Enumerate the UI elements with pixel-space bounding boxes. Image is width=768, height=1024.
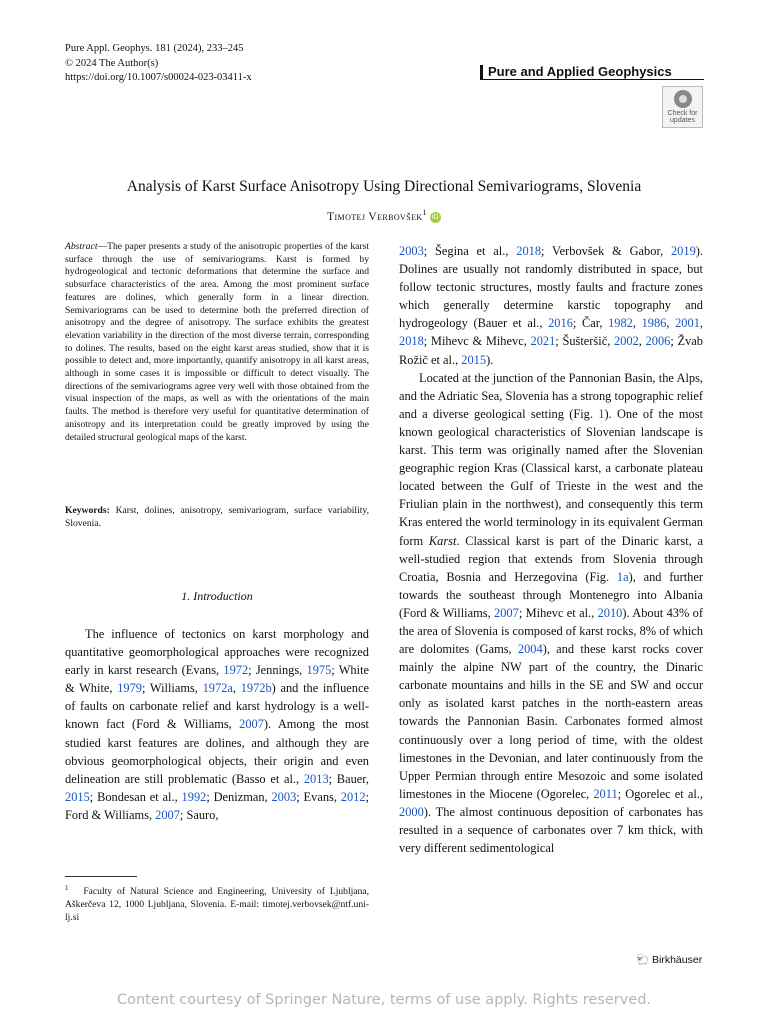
citation-link[interactable]: 2002 bbox=[614, 334, 639, 349]
text-run: ; Mihevc et al., bbox=[518, 605, 598, 620]
citation-link[interactable]: 2012 bbox=[340, 789, 366, 804]
check-updates-icon bbox=[674, 90, 692, 108]
copyright: © 2024 The Author(s) bbox=[65, 57, 159, 69]
text-run: ; Sauro, bbox=[179, 807, 219, 822]
citation-link[interactable]: 2007 bbox=[239, 717, 264, 732]
citation-link[interactable]: 2006 bbox=[645, 334, 671, 349]
text-run: ). Dolines are usually not randomly distributed in space, but follow tectonic structures, mostly faults and fracture zones which generally determine karstic topography and hydrogeology (Bauer et al., bbox=[399, 244, 703, 331]
slovenia-paragraph bbox=[399, 369, 703, 858]
text-run: , bbox=[666, 316, 676, 331]
keywords-label: Keywords: bbox=[65, 505, 110, 516]
citation-link[interactable]: 1986 bbox=[641, 316, 667, 331]
citation-link[interactable]: 2018 bbox=[399, 334, 424, 349]
citation-link[interactable]: 1972 bbox=[223, 663, 249, 678]
orcid-icon[interactable]: iD bbox=[431, 213, 440, 221]
text-run: ). bbox=[486, 352, 494, 367]
citation-link[interactable]: 2011 bbox=[593, 786, 618, 801]
text-run: ). The almost continuous deposition of carbonates has resulted in a sequence of carbonates over 7 km thick, with very different sedimentological bbox=[399, 804, 703, 856]
text-run: ). One of the most known geological characteristics of Slovenian landscape is karst. This term was originally named after the Slovenian geographic region Kras (Classical karst, a carbonate plateau located between the Gulf of Trieste in the west and the Friulian plain in the northwest), and consequently this term Kras entered the world terminology in its equivalent German form bbox=[399, 406, 703, 548]
footnote bbox=[65, 882, 369, 924]
text-run: , bbox=[638, 334, 646, 349]
citation-link[interactable]: 1975 bbox=[306, 663, 332, 678]
citation-link[interactable]: 2004 bbox=[517, 642, 543, 657]
text-run: ). About 43% of the area of Slovenia is composed of karst rocks, 8% of which are dolomites (Gams, bbox=[399, 605, 703, 657]
citation-block bbox=[65, 42, 252, 86]
citation-link[interactable]: 2019 bbox=[670, 244, 696, 258]
citation-link[interactable]: 2015 bbox=[461, 352, 487, 367]
text-run: ; Jennings, bbox=[248, 663, 307, 678]
right-column bbox=[399, 242, 703, 857]
text-run: , bbox=[632, 316, 642, 331]
text-run: ; Šušteršič, bbox=[555, 334, 614, 349]
continued-paragraph bbox=[399, 242, 703, 369]
doi-link[interactable]: https://doi.org/10.1007/s00024-023-03411-x bbox=[65, 72, 252, 83]
text-run: ), and further towards the southeast through Montenegro into Albania (Ford & Williams, bbox=[399, 569, 703, 620]
citation-link[interactable]: 1a bbox=[616, 569, 629, 584]
abstract-text: —The paper presents a study of the anisotropic properties of the karst surface through the use of semivariograms. Karst is formed by hydrogeological and tectonic deformations that determine the surface and subsurface characteristics of the area. Among the most prominent surface features are dolines, which generally form in a linear direction. Semivariograms can be used to determine both the preferred direction of anisotropy and the degree of anisotropy. The surface exhibits the greatest elevation variability in the direction of the most diverse terrain, corresponding to dolines. The results, based on the eight karst areas studied, show that it is possible to detect and, more importantly, quantify anisotropy in all karst areas, although in some cases it is impossible or difficult to detect visually. The directions of the semivariograms agree very well with those obtained from the visual inspection of the maps, as well as with the orientations of the main faults. The method is therefore very useful for quantitative determination of anisotropy and its interpretation could be greatly improved by using the detailed structural geological maps of the karst. bbox=[65, 241, 369, 443]
text-run: ; Bondesan et al., bbox=[89, 789, 182, 804]
author-affiliation-mark: 1 bbox=[422, 208, 427, 217]
citation-link[interactable]: 2010 bbox=[597, 605, 623, 620]
author-name[interactable]: Timotej Verbovšek bbox=[327, 210, 423, 223]
text-run: ; Mihevc & Mihevc, bbox=[423, 334, 531, 349]
publisher-name: Birkhäuser bbox=[652, 954, 703, 966]
abstract-label: Abstract bbox=[65, 241, 98, 252]
text-run: ; Ogorelec et al., bbox=[617, 786, 703, 801]
text-run: ; Bauer, bbox=[328, 771, 369, 786]
citation-link[interactable]: 2003 bbox=[271, 789, 297, 804]
text-run: ; Šegina et al., bbox=[423, 244, 517, 258]
text-run: ; Ford & Williams, bbox=[65, 789, 370, 822]
abstract bbox=[65, 241, 369, 444]
journal-name: Pure and Applied Geophysics bbox=[480, 65, 704, 80]
text-run: , bbox=[699, 316, 703, 331]
citation-link[interactable]: 1 bbox=[598, 406, 605, 421]
check-updates-label: Check for updates bbox=[667, 110, 698, 124]
text-run: The influence of tectonics on karst morphology and quantitative geomorphological approaches were recognized early in karst research (Evans, bbox=[65, 627, 369, 678]
check-for-updates-badge[interactable] bbox=[662, 86, 703, 128]
left-column bbox=[65, 625, 369, 824]
citation-link[interactable]: 2021 bbox=[530, 334, 556, 349]
keywords-text: Karst, dolines, anisotropy, semivariogram, surface variability, Slovenia. bbox=[65, 505, 369, 529]
citation-link[interactable]: 2018 bbox=[516, 244, 542, 258]
text-run: ; Williams, bbox=[141, 681, 203, 696]
section-heading: 1. Introduction bbox=[181, 589, 253, 603]
citation-link[interactable]: 1972a bbox=[202, 681, 233, 696]
citation-link[interactable]: 2001 bbox=[675, 316, 700, 331]
author-line bbox=[0, 208, 768, 223]
citation-link[interactable]: 2013 bbox=[303, 771, 329, 786]
citation-link[interactable]: 1992 bbox=[181, 789, 207, 804]
text-run: Located at the junction of the Pannonian Basin, the Alps, and the Adriatic Sea, Slovenia has a strong topographic relief and a diverse geological setting (Fig. bbox=[399, 370, 703, 421]
text-run: ; Denizman, bbox=[206, 789, 272, 804]
citation-link[interactable]: 2007 bbox=[155, 807, 180, 822]
text-run: , bbox=[232, 681, 241, 696]
citation-link[interactable]: 2015 bbox=[65, 789, 90, 804]
text-run: ; White & White, bbox=[65, 663, 370, 696]
text-run: ) and the influence of faults on carbonate relief and karst hydrology is a well-known fact (Ford & Williams, bbox=[65, 681, 370, 732]
citation-link[interactable]: 2003 bbox=[399, 244, 424, 258]
footnote-rule bbox=[65, 876, 137, 877]
footnote-text: Faculty of Natural Science and Engineering, University of Ljubljana, Aškerčeva 12, 1000 Ljubljana, Slovenia. E-mail: timotej.verbovsek@ntf.uni-lj.si bbox=[65, 886, 369, 924]
publisher-icon: 🐑 bbox=[636, 954, 650, 966]
citation-link[interactable]: 2000 bbox=[399, 804, 424, 819]
publisher-logo bbox=[636, 953, 702, 966]
citation: Pure Appl. Geophys. 181 (2024), 233–245 bbox=[65, 43, 244, 54]
citation-link[interactable]: 2007 bbox=[494, 605, 519, 620]
text-run: ; Verbovšek & Gabor, bbox=[541, 244, 671, 258]
text-run: ). Among the most studied karst features are dolines, and although they are obvious geomorphological objects, their origin and even delineation are still problematic (Basso et al., bbox=[65, 717, 369, 786]
citation-link[interactable]: 1972b bbox=[240, 681, 272, 696]
courtesy-watermark: Content courtesy of Springer Nature, terms of use apply. Rights reserved. bbox=[116, 992, 652, 1008]
keywords bbox=[65, 504, 369, 530]
italic-term: Karst bbox=[428, 533, 457, 548]
text-run: ; Žvab Rožič et al., bbox=[399, 334, 703, 367]
article-title: Analysis of Karst Surface Anisotropy Using Directional Semivariograms, Slovenia bbox=[126, 178, 642, 195]
text-run: ; Čar, bbox=[572, 316, 609, 331]
intro-paragraph bbox=[65, 625, 369, 824]
citation-link[interactable]: 2016 bbox=[548, 316, 573, 331]
footnote-mark: 1 bbox=[65, 884, 69, 892]
citation-link[interactable]: 1982 bbox=[608, 316, 633, 331]
text-run: ; Evans, bbox=[296, 789, 341, 804]
text-run: . Classical karst is part of the Dinaric karst, a well-studied region that extends from Slovenia through Croatia, Bosnia and Herzegovina (Fig. bbox=[399, 533, 704, 584]
text-run: ), and these karst rocks cover mainly the alpine NW part of the country, the Dinaric carbonate mountains and hills in the SE and SW and occur only as isolated karst patches in the north-eastern areas towards the Pannonian Basin. Carbonates formed almost continuously over a long period of time, with the oldest limestones in the Devonian, and later continuously from the Upper Permian through entire Mesozoic and some isolated limestones in the Miocene (Ogorelec, bbox=[399, 642, 703, 801]
citation-link[interactable]: 1979 bbox=[117, 681, 142, 696]
